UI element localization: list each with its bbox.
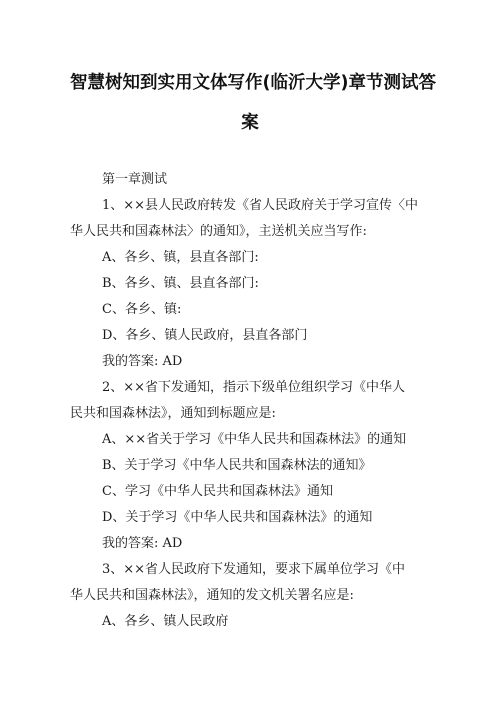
question-2-answer: 我的答案: AD: [102, 536, 183, 551]
question-1-answer: 我的答案: AD: [102, 354, 183, 369]
question-2-option-a: A、××省关于学习《中华人民共和国森林法》的通知: [102, 432, 407, 447]
question-1-option-a: A、各乡、镇，县直各部门:: [102, 250, 259, 265]
question-2-option-d: D、关于学习《中华人民共和国森林法》的通知: [102, 510, 373, 525]
question-2-option-c: C、学习《中华人民共和国森林法》通知: [102, 484, 333, 499]
question-2-stem-line-1: 2、××省下发通知，指示下级单位组织学习《中华人: [102, 380, 406, 395]
question-1-stem-line-1: 1、××县人民政府转发《省人民政府关于学习宣传〈中: [102, 198, 419, 213]
question-2-option-b: B、关于学习《中华人民共和国森林法的通知》: [102, 458, 372, 473]
question-1-option-c: C、各乡、镇:: [102, 302, 182, 317]
question-3-stem-line-2: 华人民共和国森林法》，通知的发文机关署名应是:: [70, 588, 354, 603]
document-body: [70, 170, 440, 638]
question-3-stem-line-1: 3、××省人民政府下发通知，要求下属单位学习《中: [102, 562, 406, 577]
section-heading: 第一章测试: [102, 172, 168, 187]
document-title: 智慧树知到实用文体写作(临沂大学)章节测试答: [70, 73, 436, 93]
question-1-stem-line-2: 华人民共和国森林法〉的通知》，主送机关应当写作:: [70, 224, 367, 239]
document-title-continuation: 案: [241, 113, 259, 133]
question-3-option-a: A、各乡、镇人民政府: [102, 614, 229, 629]
question-2-stem-line-2: 民共和国森林法》，通知到标题应是:: [70, 406, 276, 421]
question-1-option-d: D、各乡、镇人民政府，县直各部门: [102, 328, 308, 343]
question-1-option-b: B、各乡、镇、县直各部门:: [102, 276, 259, 291]
